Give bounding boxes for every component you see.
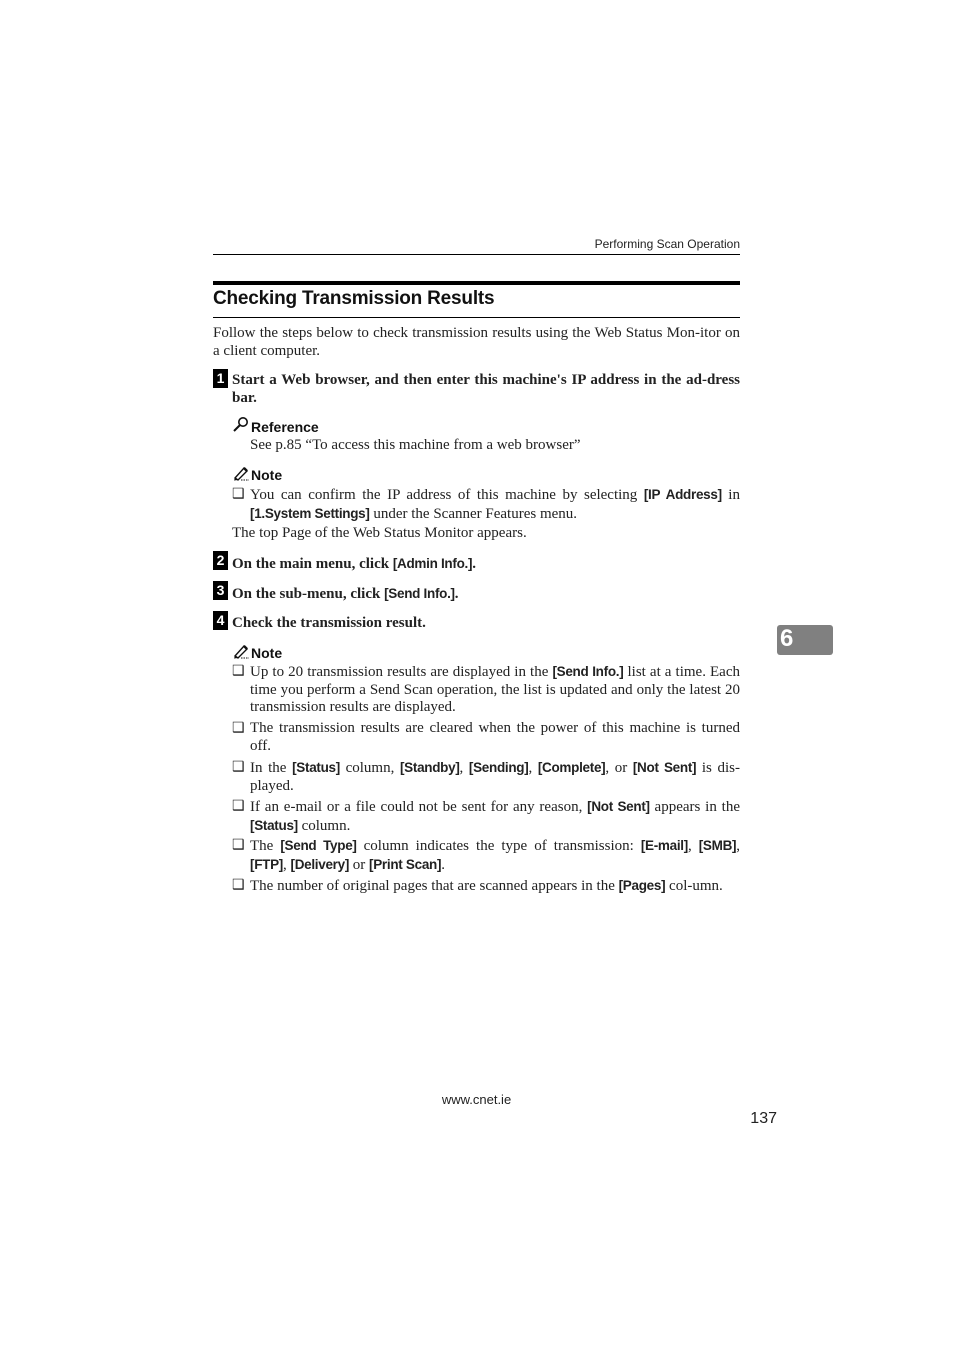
title-rule-bottom <box>213 317 740 318</box>
step-number-2: 2 <box>213 551 228 570</box>
section-title: Checking Transmission Results <box>213 288 495 309</box>
reference-text: See p.85 “To access this machine from a web browser” <box>250 437 581 453</box>
note-item: If an e-mail or a file could not be sent for any reason, [Not Sent] appears in the [Status] column. <box>250 799 740 834</box>
page-number: 137 <box>750 1110 777 1127</box>
title-rule-top <box>213 281 740 285</box>
reference-label: Reference <box>251 419 319 435</box>
step-2-text: On the main menu, click [Admin Info.]. <box>232 556 476 572</box>
note-item: The number of original pages that are scanned appears in the [Pages] col-umn. <box>250 878 723 894</box>
note-item: In the [Status] column, [Standby], [Sending], [Complete], or [Not Sent] is dis-played. <box>250 760 741 794</box>
note-item: The transmission results are cleared when the power of this machine is turned off. <box>250 720 740 754</box>
note-label: Note <box>251 645 283 661</box>
running-header: Performing Scan Operation <box>594 237 740 251</box>
step-number-4: 4 <box>213 611 228 630</box>
chapter-tab-number: 6 <box>780 625 794 652</box>
note-item: Up to 20 transmission results are displayed in the [Send Info.] list at a time. Each time you perform a Send Scan operation, the list is updated and only the latest 20 transmission results are displayed. <box>250 664 740 715</box>
bullet-checkbox-icon: ❑ <box>232 878 245 893</box>
step-1-text: Start a Web browser, and then enter this machine's IP address in the ad-dress bar. <box>232 372 740 406</box>
intro-paragraph: Follow the steps below to check transmission results using the Web Status Mon-itor on a client computer. <box>213 325 740 359</box>
bullet-checkbox-icon: ❑ <box>232 487 245 502</box>
bullet-checkbox-icon: ❑ <box>232 838 245 853</box>
pencil-icon <box>232 465 250 481</box>
step-1-result: The top Page of the Web Status Monitor appears. <box>232 525 527 541</box>
step-number-1: 1 <box>213 369 228 388</box>
step-3-text: On the sub-menu, click [Send Info.]. <box>232 586 459 602</box>
bullet-checkbox-icon: ❑ <box>232 799 245 814</box>
bullet-checkbox-icon: ❑ <box>232 760 245 775</box>
footer-url: www.cnet.ie <box>441 1092 512 1107</box>
pencil-icon <box>232 643 250 659</box>
bullet-checkbox-icon: ❑ <box>232 721 245 736</box>
header-rule <box>213 254 740 255</box>
step-4-text: Check the transmission result. <box>232 615 426 631</box>
note-item: The [Send Type] column indicates the type of transmission: [E-mail], [SMB], [FTP], [Delivery] or [Print Scan]. <box>250 838 740 873</box>
step-number-3: 3 <box>213 581 228 600</box>
bullet-checkbox-icon: ❑ <box>232 664 245 679</box>
magnifier-icon <box>232 416 250 432</box>
note-item: You can confirm the IP address of this machine by selecting [IP Address] in [1.System Settings] under the Scanner Features menu. <box>250 487 740 522</box>
note-label: Note <box>251 467 283 483</box>
